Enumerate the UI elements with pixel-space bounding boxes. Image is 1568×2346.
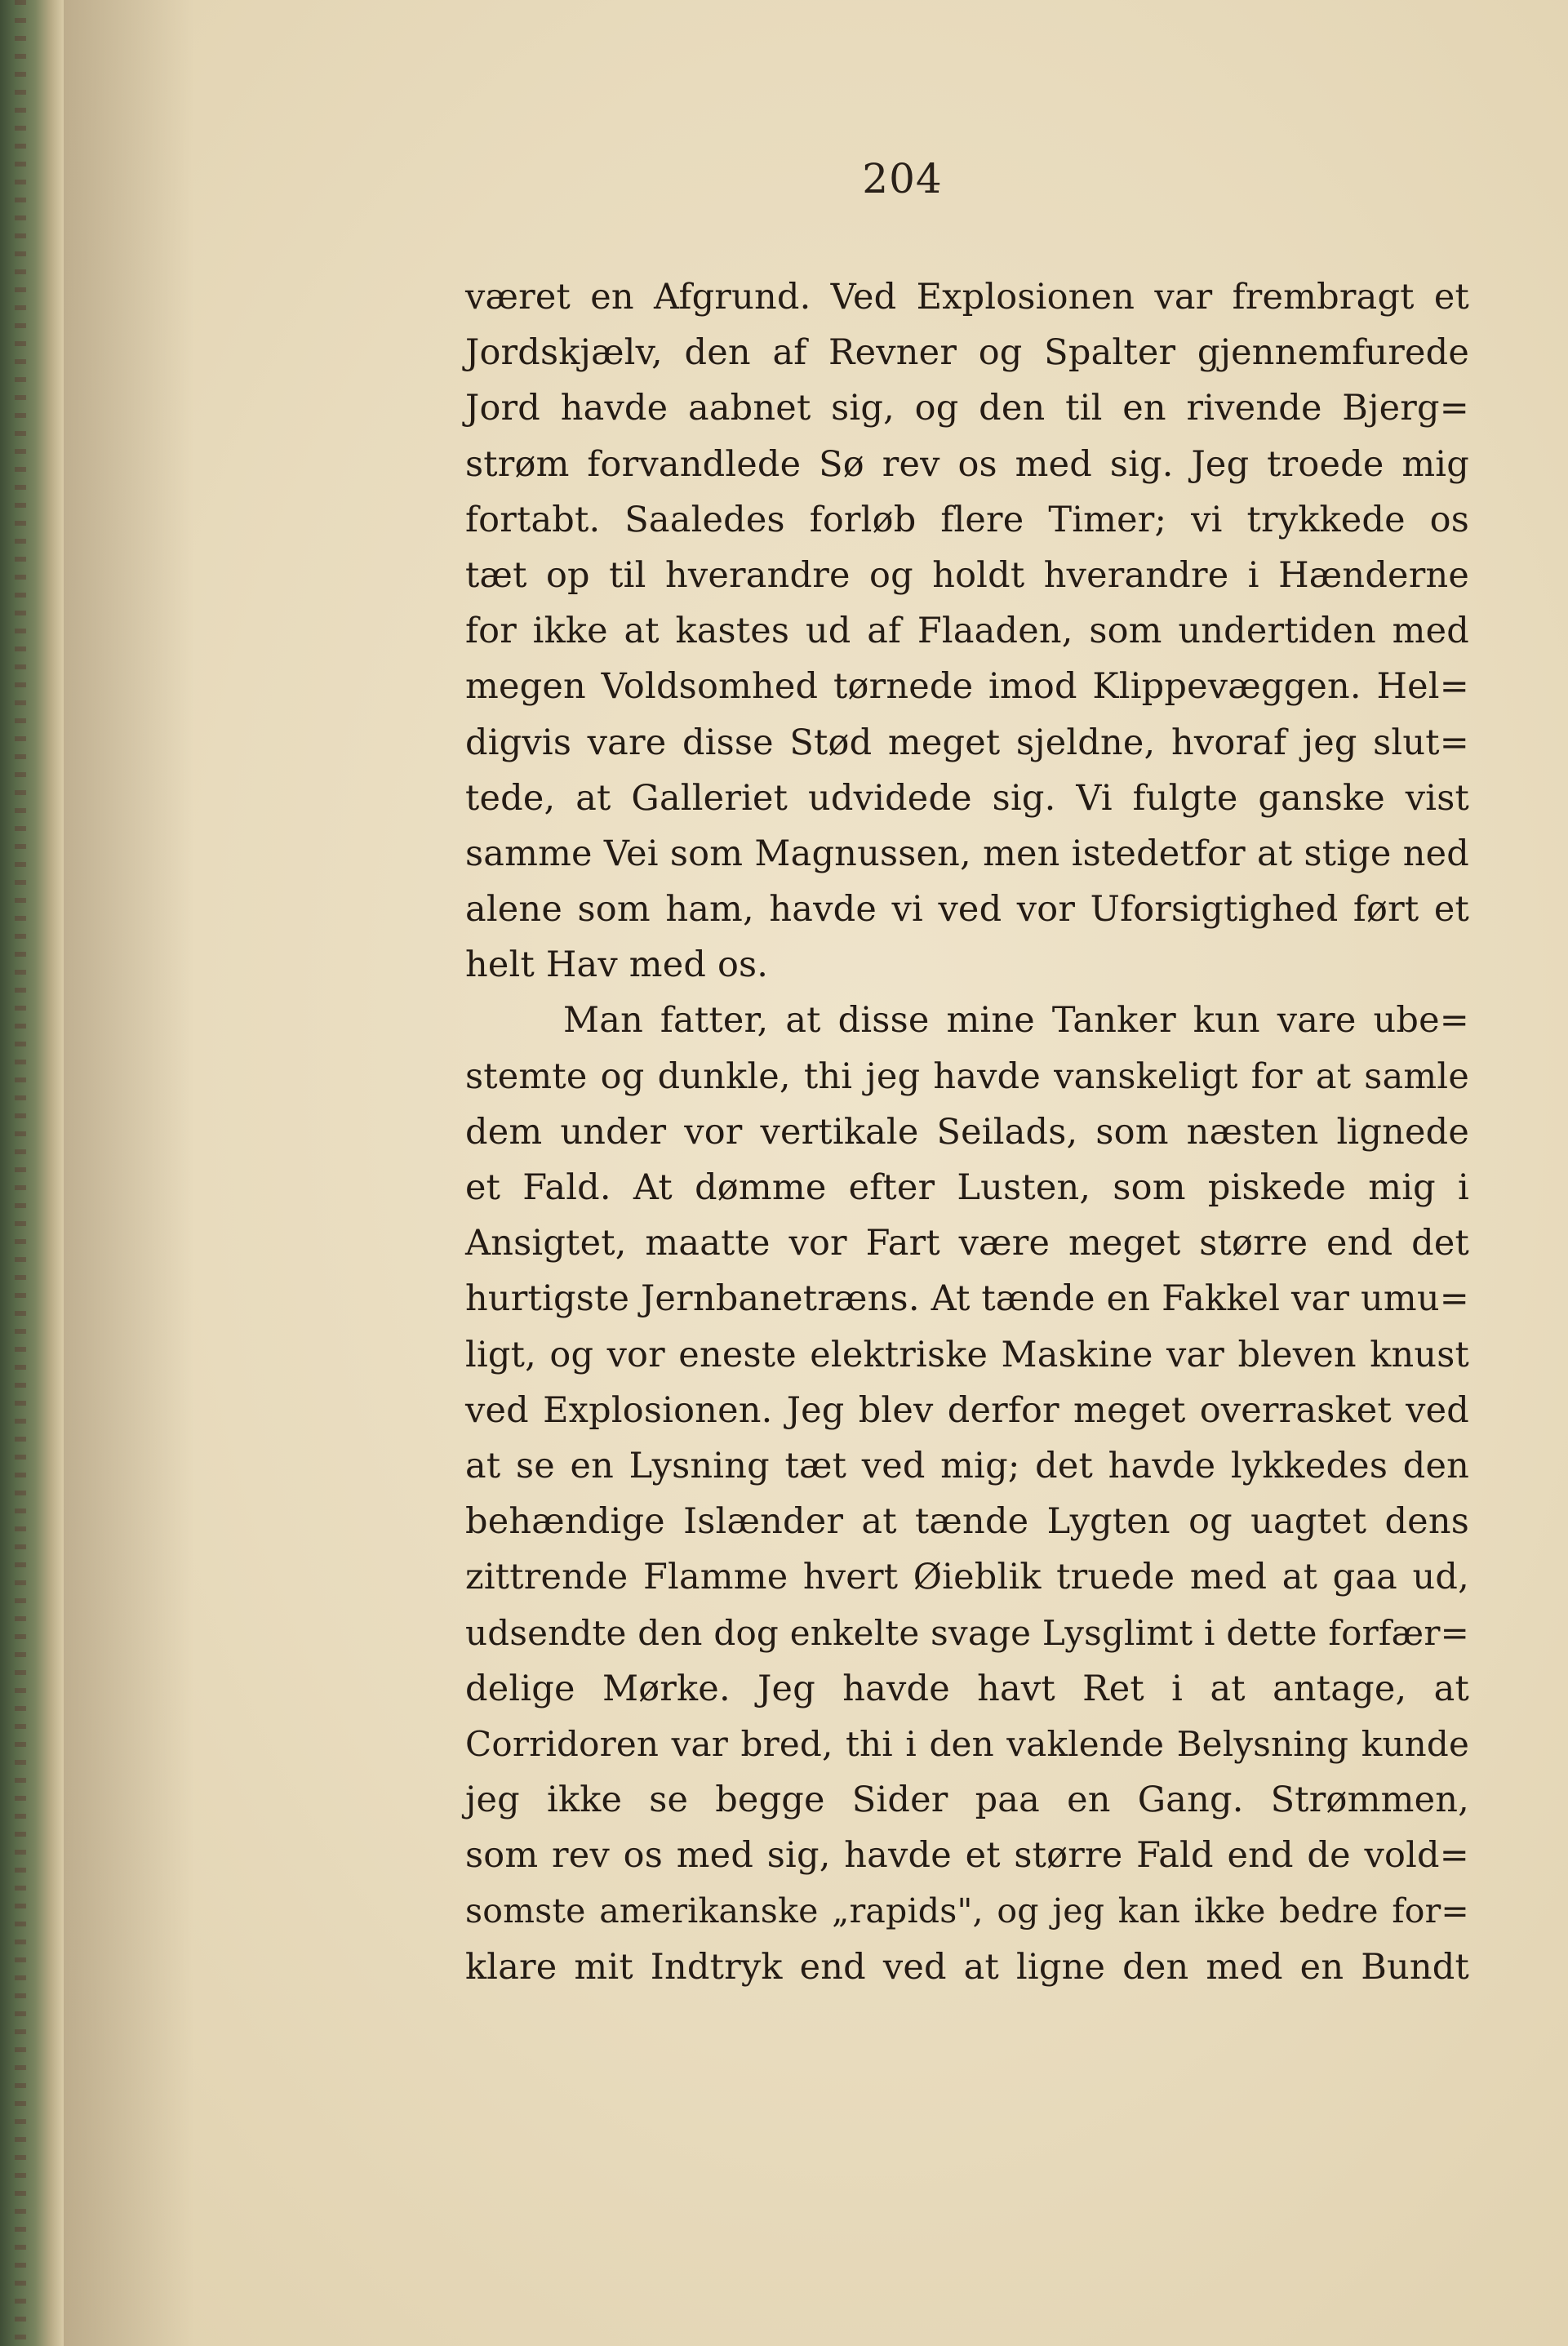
text-line: behændige Islænder at tænde Lygten og uagtet dens bbox=[465, 1501, 1469, 1543]
gutter-shadow bbox=[64, 0, 194, 2346]
text-line: ved Explosionen. Jeg blev derfor meget overrasket ved bbox=[465, 1389, 1469, 1431]
text-line: Jord havde aabnet sig, og den til en rivende Bjerg= bbox=[465, 388, 1469, 429]
text-line: for ikke at kastes ud af Flaaden, som undertiden med bbox=[465, 611, 1469, 652]
text-line: udsendte den dog enkelte svage Lysglimt i dette forfær= bbox=[465, 1612, 1469, 1653]
text-line: Man fatter, at disse mine Tanker kun vare ube= bbox=[563, 1000, 1469, 1042]
text-line: jeg ikke se begge Sider paa en Gang. Strømmen, bbox=[465, 1779, 1469, 1821]
text-line: som rev os med sig, havde et større Fald end de vold= bbox=[465, 1835, 1469, 1877]
text-line: stemte og dunkle, thi jeg havde vanskeligt for at samle bbox=[465, 1055, 1469, 1097]
text-line: at se en Lysning tæt ved mig; det havde lykkedes den bbox=[465, 1445, 1469, 1486]
text-line: strøm forvandlede Sø rev os med sig. Jeg troede mig bbox=[465, 443, 1469, 485]
text-line: hurtigste Jernbanetræns. At tænde en Fakkel var umu= bbox=[465, 1278, 1469, 1320]
text-line: samme Vei som Magnussen, men istedetfor at stige ned bbox=[465, 833, 1469, 874]
text-line: Corridoren var bred, thi i den vaklende Belysning kunde bbox=[465, 1723, 1469, 1764]
text-line: Jordskjælv, den af Revner og Spalter gjennemfurede bbox=[465, 332, 1469, 374]
text-line: digvis vare disse Stød meget sjeldne, hvoraf jeg slut= bbox=[465, 722, 1469, 763]
text-line: klare mit Indtryk end ved at ligne den med en Bundt bbox=[465, 1946, 1469, 1988]
book-binding-edge bbox=[0, 0, 64, 2346]
text-line: megen Voldsomhed tørnede imod Klippevæggen. Hel= bbox=[465, 666, 1469, 708]
text-line: ligt, og vor eneste elektriske Maskine var bleven knust bbox=[465, 1334, 1469, 1375]
text-line: dem under vor vertikale Seilads, som næsten lignede bbox=[465, 1111, 1469, 1153]
text-line: somste amerikanske „rapids", og jeg kan ikke bedre for= bbox=[465, 1891, 1469, 1931]
text-line: tede, at Galleriet udvidede sig. Vi fulgte ganske vist bbox=[465, 777, 1469, 819]
body-text bbox=[465, 269, 1469, 1995]
text-line: zittrende Flamme hvert Øieblik truede med at gaa ud, bbox=[465, 1557, 1469, 1598]
text-line: helt Hav med os. bbox=[465, 944, 769, 986]
page-number: 204 bbox=[862, 155, 943, 202]
text-line: tæt op til hverandre og holdt hverandre i Hænderne bbox=[465, 554, 1469, 596]
text-line: delige Mørke. Jeg havde havt Ret i at antage, at bbox=[465, 1668, 1469, 1709]
text-line: fortabt. Saaledes forløb flere Timer; vi trykkede os bbox=[465, 499, 1469, 540]
text-line: Ansigtet, maatte vor Fart være meget større end det bbox=[465, 1223, 1469, 1264]
text-line: alene som ham, havde vi ved vor Uforsigtighed ført et bbox=[465, 889, 1469, 931]
text-line: et Fald. At dømme efter Lusten, som piskede mig i bbox=[465, 1167, 1469, 1208]
text-line: været en Afgrund. Ved Explosionen var frembragt et bbox=[465, 277, 1469, 318]
